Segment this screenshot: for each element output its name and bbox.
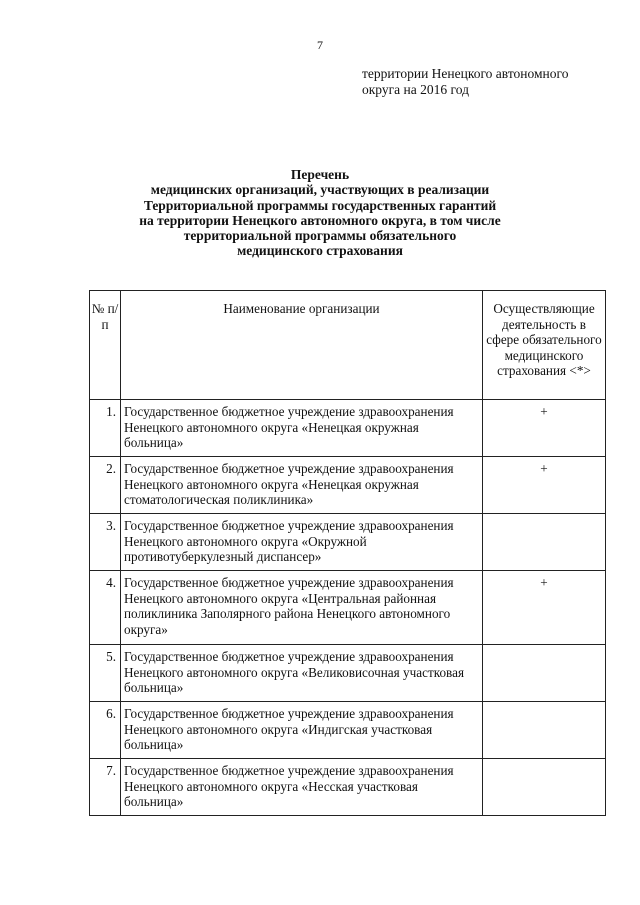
organization-name: Государственное бюджетное учреждение здравоохранения Ненецкого автономного округа «Окружной противотуберкулезный диспансер»: [121, 514, 483, 571]
organization-name: Государственное бюджетное учреждение здравоохранения Ненецкого автономного округа «Великовисочная участковая больница»: [121, 645, 483, 702]
row-number: 5.: [90, 645, 121, 702]
oms-mark: +: [483, 457, 606, 514]
organization-name: Государственное бюджетное учреждение здравоохранения Ненецкого автономного округа «Ненецкая окружная больница»: [121, 400, 483, 457]
organization-name: Государственное бюджетное учреждение здравоохранения Ненецкого автономного округа «Ненецкая окружная стоматологическая поликлиника»: [121, 457, 483, 514]
header-name: Наименование организации: [121, 291, 483, 400]
header-note-line: территории Ненецкого автономного: [362, 66, 569, 81]
table-header-row: [90, 291, 606, 400]
oms-mark: [483, 514, 606, 571]
title-line: медицинского страхования: [237, 243, 403, 259]
oms-mark: +: [483, 571, 606, 645]
header-note-line: округа на 2016 год: [362, 82, 469, 97]
organization-name: Государственное бюджетное учреждение здравоохранения Ненецкого автономного округа «Центральная районная поликлиника Заполярного района Ненецкого автономного округа»: [121, 571, 483, 645]
table-row: [90, 571, 606, 645]
row-number: 3.: [90, 514, 121, 571]
table-row: [90, 457, 606, 514]
oms-mark: [483, 702, 606, 759]
row-number: 2.: [90, 457, 121, 514]
page-number: 7: [317, 38, 323, 52]
table-row: [90, 514, 606, 571]
oms-mark: +: [483, 400, 606, 457]
oms-mark: [483, 645, 606, 702]
oms-mark: [483, 759, 606, 816]
title-line: Территориальной программы государственных гарантий: [143, 197, 497, 213]
title-line: медицинских организаций, участвующих в реализации: [150, 182, 490, 198]
row-number: 7.: [90, 759, 121, 816]
table-row: [90, 702, 606, 759]
title-line: территориальной программы обязательного: [183, 228, 457, 244]
table-row: [90, 645, 606, 702]
title-line: на территории Ненецкого автономного округа, в том числе: [139, 212, 501, 228]
table-row: [90, 400, 606, 457]
row-number: 1.: [90, 400, 121, 457]
header-note: [362, 66, 568, 98]
organization-name: Государственное бюджетное учреждение здравоохранения Ненецкого автономного округа «Несская участковая больница»: [121, 759, 483, 816]
row-number: 6.: [90, 702, 121, 759]
organization-name: Государственное бюджетное учреждение здравоохранения Ненецкого автономного округа «Индигская участковая больница»: [121, 702, 483, 759]
table-row: [90, 759, 606, 816]
header-oms: Осуществляющие деятельность в сфере обязательного медицинского страхования <*>: [483, 291, 606, 400]
organizations-table: [89, 290, 606, 816]
document-title: [0, 167, 640, 259]
title-line: Перечень: [290, 167, 350, 182]
header-num: № п/п: [90, 291, 121, 400]
row-number: 4.: [90, 571, 121, 645]
